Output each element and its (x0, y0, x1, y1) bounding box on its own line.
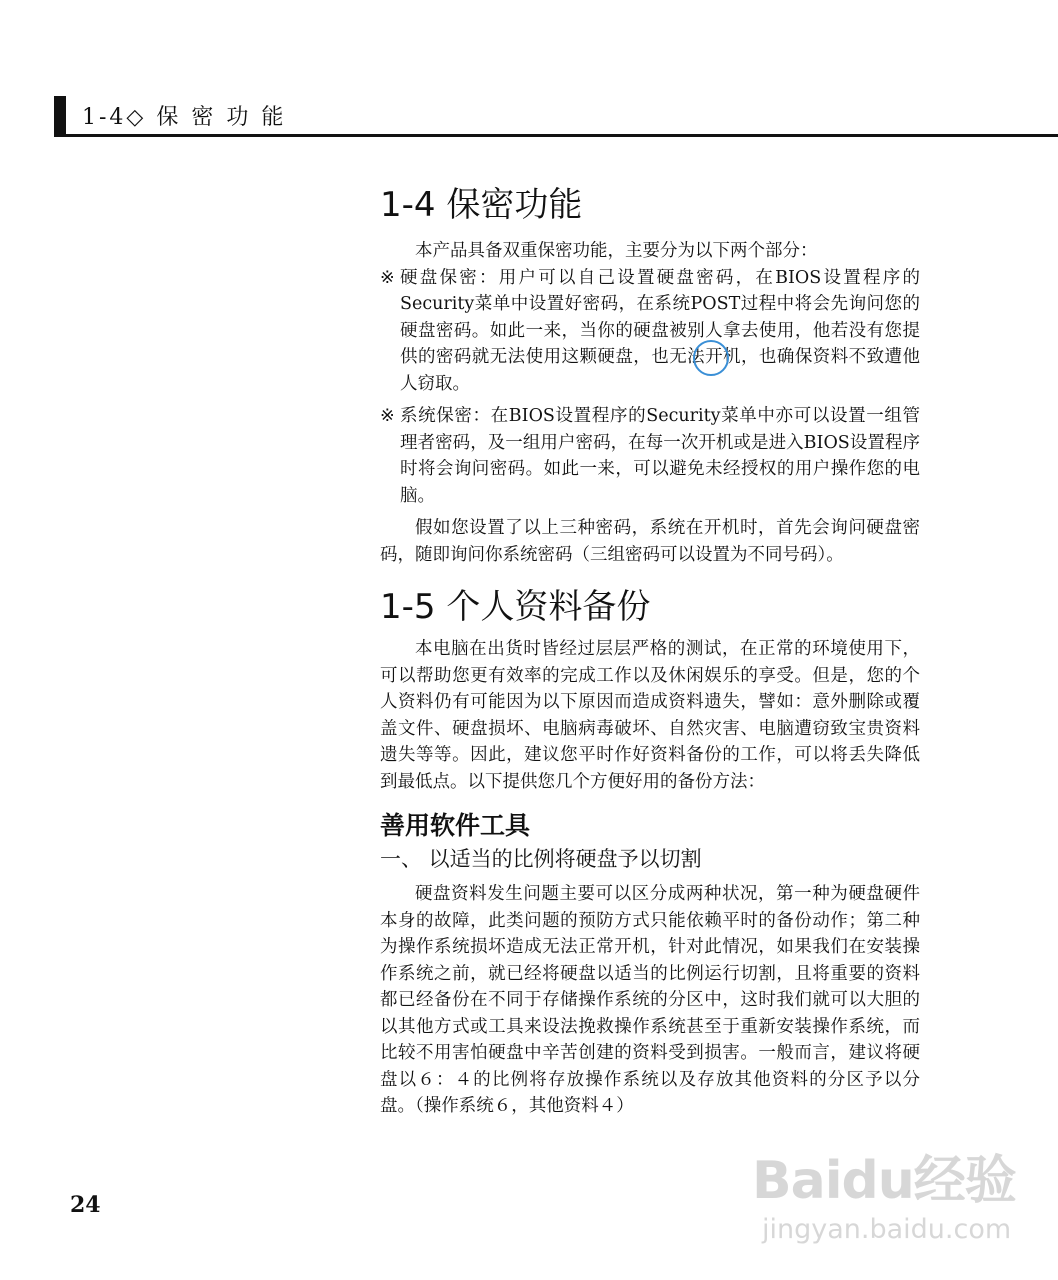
note-mark: ※ (380, 267, 395, 288)
security-intro: 本产品具备双重保密功能，主要分为以下两个部分： (415, 241, 818, 261)
header-rule (54, 134, 1058, 137)
backup-intro: 本电脑在出货时皆经过层层严格的测试，在正常的环境使用下，可以帮助您更有效率的完成工作以及休闲娱乐的享受。但是，您的个人资料仍有可能因为以下原因而造成资料遗失，譬如：意外删除或覆盖文件、硬盘损坏、电脑病毒破坏、自然灾害、电脑遭窃致宝贵资料遗失等等。因此，建议您平时作好资料备份的工作，可以将丢失降低到最低点。以下提供您几个方便好用的备份方法： (380, 639, 920, 792)
note-mark: ※ (380, 406, 395, 426)
header-bar (54, 96, 66, 136)
note-hard-disk (380, 265, 920, 398)
running-header: 1-4◇ 保 密 功 能 (82, 105, 287, 130)
section-title-backup: 1-5 个人资料备份 (380, 587, 651, 627)
highlight-circle (693, 340, 729, 376)
watermark-url: jingyan.baidu.com (762, 1214, 1012, 1245)
page-number: 24 (70, 1192, 101, 1218)
security-closing: 假如您设置了以上三种密码，系统在开机时，首先会询问硬盘密码，随即询问你系统密码（三组密码可以设置为不同号码）。 (380, 518, 920, 565)
note-system (380, 403, 920, 509)
note-text: 硬盘保密：用户可以自己设置硬盘密码，在BIOS设置程序的Security菜单中设置好密码，在系统POST过程中将会先询问您的硬盘密码。如此一来，当你的硬盘被别人拿去使用，他若没有您提供的密码就无法使用这颗硬盘，也无法开机，也确保资料不致遭他人窃取。 (400, 267, 920, 394)
partition-paragraph: 硬盘资料发生问题主要可以区分成两种状况，第一种为硬盘硬件本身的故障，此类问题的预防方式只能依赖平时的备份动作；第二种为操作系统损坏造成无法正常开机，针对此情况，如果我们在安装操作系统之前，就已经将硬盘以适当的比例运行切割，且将重要的资料都已经备份在不同于存储操作系统的分区中，这时我们就可以大胆的以其他方式或工具来设法挽救操作系统甚至于重新安装操作系统，而比较不用害怕硬盘中辛苦创建的资料受到损害。一般而言，建议将硬盘以６：４的比例将存放操作系统以及存放其他资料的分区予以分盘。（操作系统６，其他资料４） (380, 884, 920, 1116)
note-text: 系统保密：在BIOS设置程序的Security菜单中亦可以设置一组管理者密码，及一组用户密码，在每一次开机或是进入BIOS设置程序时将会询问密码。如此一来，可以避免未经授权的用户操作您的电脑。 (400, 406, 920, 506)
baidu-watermark (752, 1138, 1052, 1268)
section-title-security: 1-4 保密功能 (380, 185, 583, 225)
page-content (380, 180, 920, 1120)
subsubsection-title: 一、 以适当的比例将硬盘予以切割 (380, 847, 702, 871)
subsection-title: 善用软件工具 (380, 811, 531, 840)
watermark-logo: Baidu经验 (752, 1151, 1016, 1211)
